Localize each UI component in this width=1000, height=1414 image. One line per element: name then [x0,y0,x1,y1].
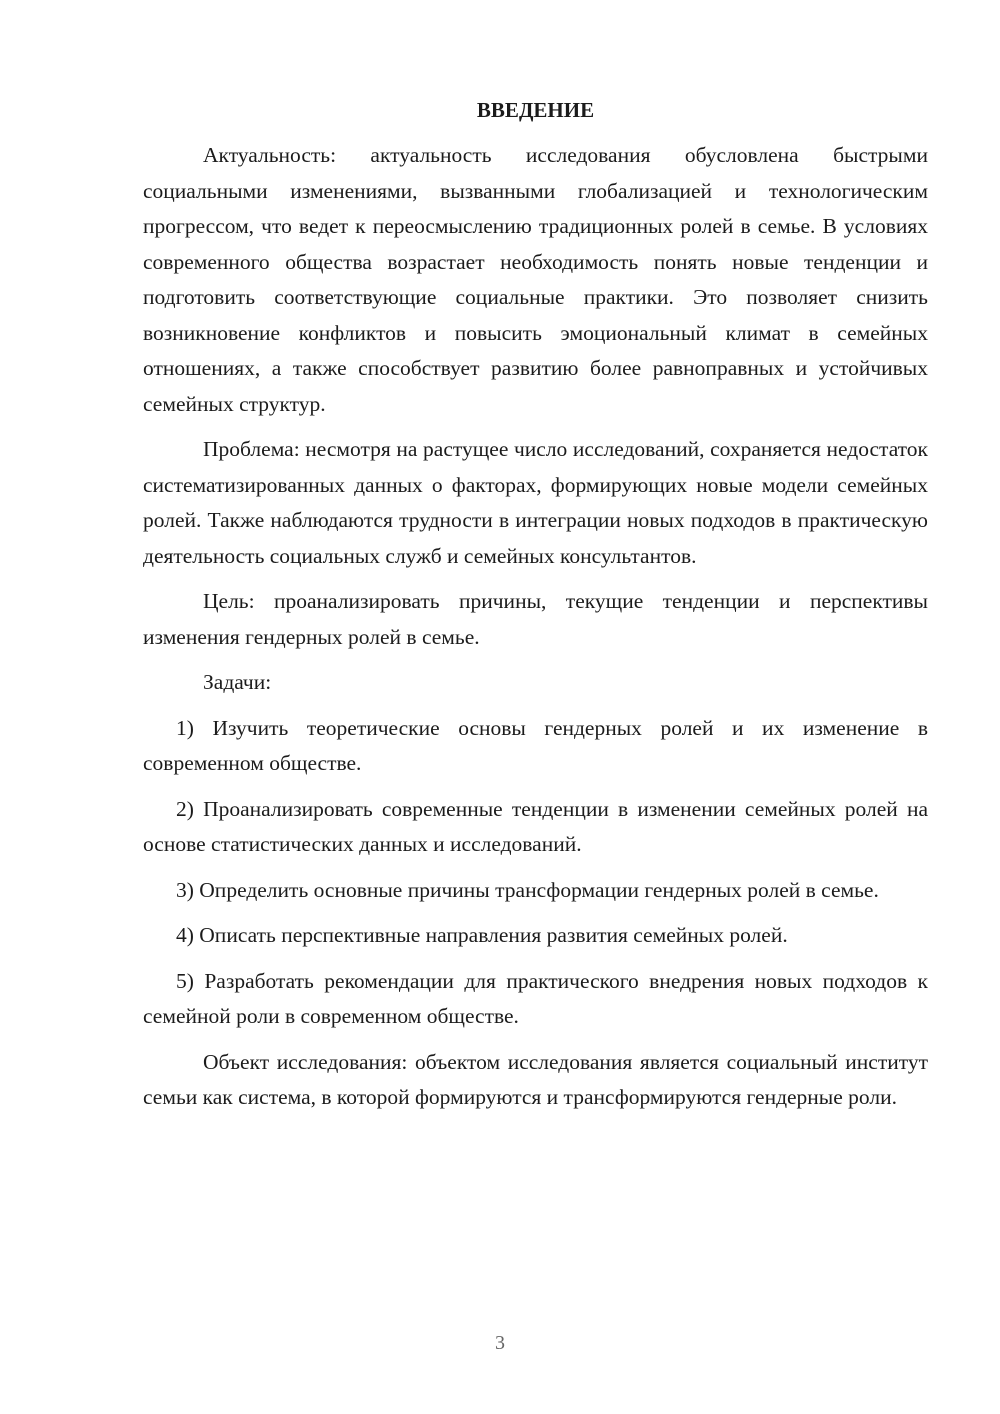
paragraph-problem: Проблема: несмотря на растущее число исследований, сохраняется недостаток систематизированных данных о факторах, формирующих новые модели семейных ролей. Также наблюдаются трудности в интеграции новых подходов в практическую деятельность социальных служб и семейных консультантов. [143,437,928,568]
body-text [143,92,928,1126]
page-title: ВВЕДЕНИЕ [476,98,595,122]
task-item: 2) Проанализировать современные тенденции в изменении семейных ролей на основе статистических данных и исследований. [143,796,928,856]
task-item: 4) Описать перспективные направления развития семейных ролей. [176,923,788,947]
paragraph-object: Объект исследования: объектом исследования является социальный институт семьи как система, в которой формируются и трансформируются гендерные роли. [143,1049,928,1109]
paragraph-goal: Цель: проанализировать причины, текущие тенденции и перспективы изменения гендерных ролей в семье. [143,589,928,649]
task-item: 5) Разработать рекомендации для практического внедрения новых подходов к семейной роли в современном обществе. [143,968,928,1028]
paragraph-relevance: Актуальность: актуальность исследования обусловлена быстрыми социальными изменениями, вызванными глобализацией и технологическим прогрессом, что ведет к переосмыслению традиционных ролей в семье. В условиях современного общества возрастает необходимость понять новые тенденции и подготовить соответствующие социальные практики. Это позволяет снизить возникновение конфликтов и повысить эмоциональный климат в семейных отношениях, а также способствует развитию более равноправных и устойчивых семейных структур. [143,143,928,416]
task-item: 1) Изучить теоретические основы гендерных ролей и их изменение в современном обществе. [143,715,928,775]
page-number: 3 [495,1332,505,1354]
tasks-title: Задачи: [203,670,272,694]
task-item: 3) Определить основные причины трансформации гендерных ролей в семье. [176,877,879,902]
